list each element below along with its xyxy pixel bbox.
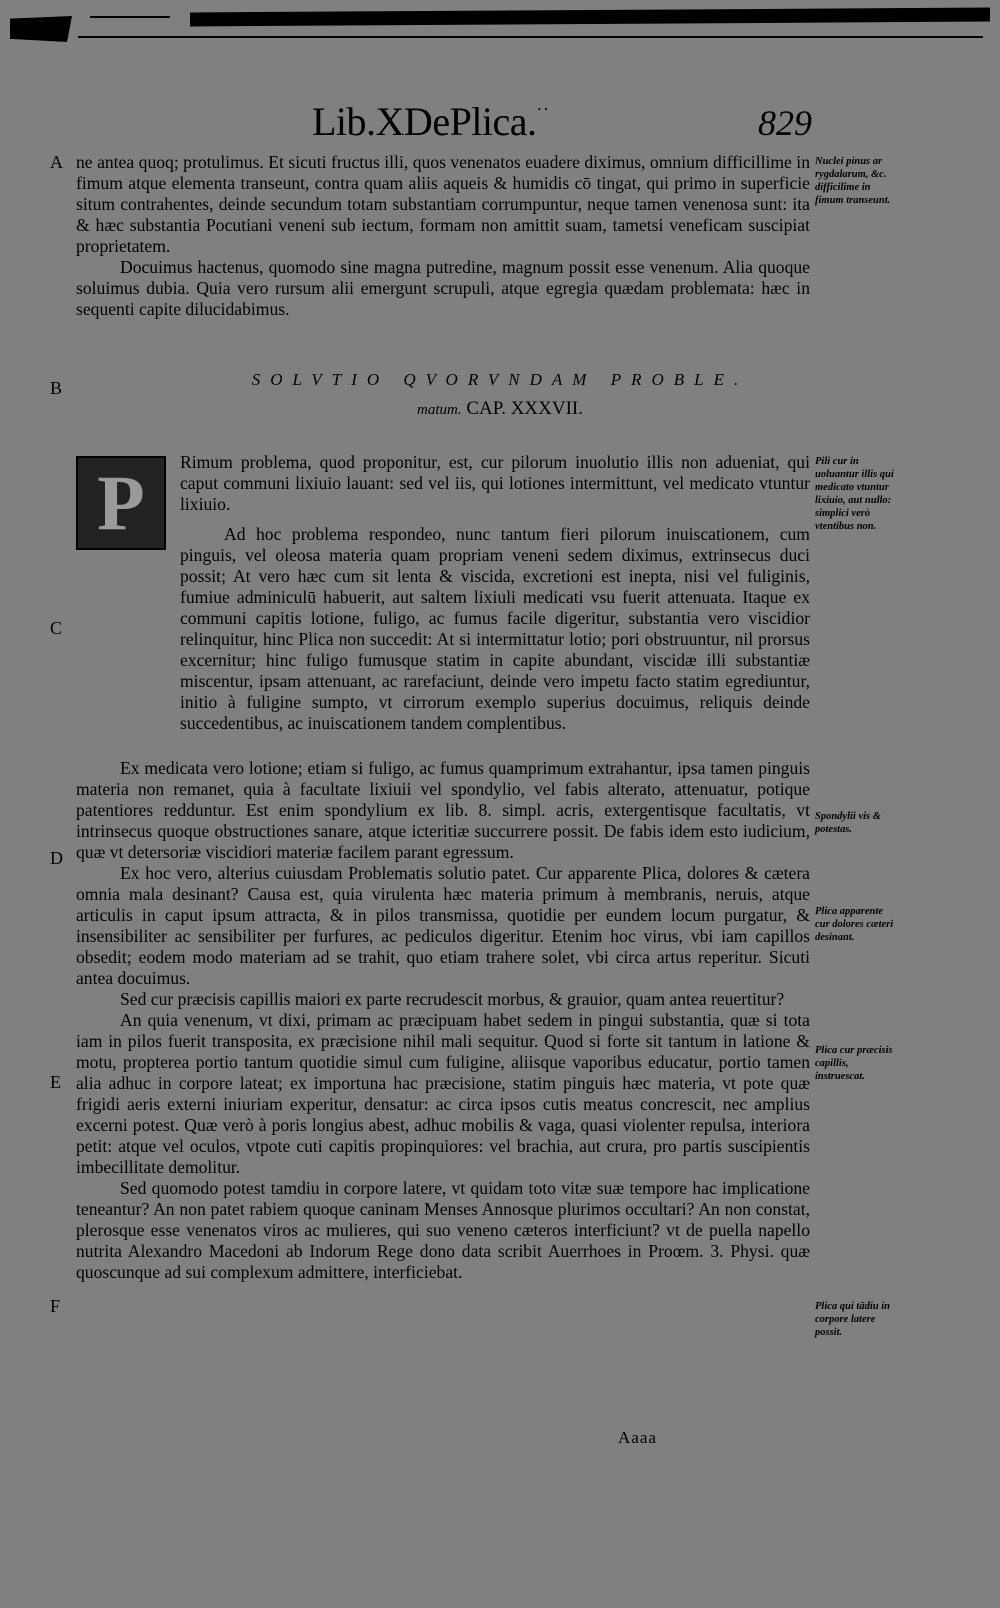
paragraph: Rimum problema, quod proponitur, est, cur pilorum inuolutio illis non adueniat, qui caput communi lixiuio lauant: sed vel iis, qui lotiones intermittunt, vel medicato vtuntur lixiuio. (180, 452, 810, 514)
chapter-label: CAP. XXXVII. (466, 398, 583, 419)
sidenote: Plica qui tādiu in corpore latere possit. (815, 1301, 890, 1338)
paragraph: Sed cur præcisis capillis maiori ex parte recrudescit morbus, & grauior, quam antea reuertitur? (120, 989, 785, 1009)
sidenote: Spondylii vis & potestas. (815, 811, 881, 835)
margin-letter-f: F (50, 1296, 61, 1316)
dropcap-letter: P (97, 459, 145, 546)
running-head (0, 98, 1000, 148)
binding-shadow (190, 8, 990, 27)
scan-artifact (10, 16, 72, 42)
page-number: 829 (758, 103, 812, 143)
decorated-initial (76, 456, 166, 550)
sidenote: Nuclei pinus ar rygdalarum, &c. difficilime in fimum transeunt. (815, 156, 891, 206)
page-title: Lib.XDePlica. (312, 99, 537, 144)
paragraph: Docuimus hactenus, quomodo sine magna putredine, magnum possit esse venenum. Alia quoque soluimus dubia. Quia vero rursum alii emergunt scrupuli, atque egregia quædam problemata: hæc in sequenti capite dilucidabimus. (76, 257, 810, 319)
header-rule (78, 36, 983, 38)
paragraph: Ex medicata vero lotione; etiam si fuligo, ac fumus quamprimum extrahantur, ipsa tamen pinguis materia non remanet, quia à facultate lixiuii vel spondylio, vel fabis alterato, attenuatur, potique patentiores redduntur. Est enim spondylium ex lib. 8. simpl. acris, extergentisque facultatis, vt intrinsecus quoque obstructiones sanare, atque icteritiæ succurrere possit. De fabis idem esto iudicium, quæ vt detersoriæ viscidiori materiæ facilem parant egressum. (76, 758, 810, 862)
margin-letter-b: B (50, 378, 63, 398)
chapter-title: SOLVTIO QVORVNDAM PROBLE. (251, 370, 749, 389)
paragraph: Sed quomodo potest tamdiu in corpore latere, vt quidam toto vitæ suæ tempore hac implicatione teneantur? An non patet rabiem quoque caninam Menses Annosque plurimos occultari? An non constat, plerosque esse venenatos viros ac mulieres, qui suo veneno cæteros interficiunt? vt de puella napello nutrita Alexandro Macedoni ab Indorum Rege dono data scribit Auerrhoes in Proœm. 3. Physi. quæ quoscunque ad sui complexum admittere, interficiebat. (76, 1178, 810, 1282)
paragraph: Ad hoc problema respondeo, nunc tantum fieri pilorum inuiscationem, cum pinguis, vel oleosa materia quam propriam veneni sedem diximus, extrinsecus duci possit; At vero hæc cum sit lenta & viscida, excretioni est inepta, nisi vel fuliginis, fumiue adminiculū habuerit, aut saltem lixiuli medicati vsu fuerit attenuata. Itaque ex communi capitis lotione, fuligo, ac fumus facile digeritur, substantia vero viscidior relinquitur, hinc Plica non succedit: At si intermittatur lotio; pori obstruuntur, nil prorsus excernitur; hinc fuligo fumusque statim in capite abundant, viscidæ illi substantiæ miscentur, ipsam attenuant, ac rarefaciunt, deinde vero impetu facto statim egrediuntur, initio à fuligine sumpto, vt cirrorum exemplo superius docuimus, reliquis deinde succedentibus, ac inuiscationem tandem complentibus. (180, 524, 810, 733)
text-block-2 (180, 452, 810, 515)
margin-letter-c: C (50, 618, 63, 638)
paragraph: ne antea quoq; protulimus. Et sicuti fructus illi, quos venenatos euadere diximus, omnium difficillime in fimum atque elementa transeunt, contra quam aliis aqueis & humidis cō tingat, qui primo in superficie situm contrahentes, deinde secundum totam substantiam corrumpuntur, neque tamen venenosa sunt: ita & hæc substantia Pocutiani veneni sub iectum, formam non amittit suam, tametsi veneficam suscipiat proprietatem. (76, 152, 810, 256)
sidenote: Plica cur præcisis capillis, instruescat. (815, 1045, 893, 1082)
scan-artifact-rule (90, 16, 170, 18)
margin-letter-e: E (50, 1072, 61, 1092)
chapter-number (0, 398, 1000, 420)
text-block-1 (76, 152, 810, 320)
text-block-4 (76, 758, 810, 1283)
sidenote: Pili cur in uoluantur illis qui medicato vtuntur lixiuio, aut nullo: simplici verò vtentibus non. (815, 456, 894, 532)
sidenote: Plica apparente cur dolores cæteri desinant. (815, 906, 894, 943)
chapter-sub-italic: matum. (417, 402, 462, 418)
paragraph: An quia venenum, vt dixi, primam ac præcipuam habet sedem in pingui substantia, quæ si tota iam in pilos fuerit transposita, ex præcisione nihil mali sequitur. Quod si forte sit tantum in latione & motu, propterea portio tantum quotidie simul cum fuligine, aliisque vaporibus educatur, portio tamen alia adhuc in corpore lateat; ex importuna hac præcisione, statim pinguis hæc materia, vt pote quæ frigidi aeris externi iniuriam experitur, densatur: ac circa ipsos cutis meatus concrescit, nec amplius excerni potest. Quæ verò à poris longius abest, adhuc mobilis & vaga, quasi violenter repulsa, interiora petit: atque vel oculos, vtpote cuti capitis propinquiores: vel brachia, aut crura, pro partis suscipientis imbecillitate demolitur. (76, 1010, 810, 1177)
paragraph: Ex hoc vero, alterius cuiusdam Problematis solutio patet. Cur apparente Plica, dolores & cætera omnia mala desinant? Causa est, quia virulenta hæc materia primum à membranis, neruis, atque articulis in caput ipsum attracta, & in pilos transmissa, quotidie per eundem locum purgatur, & insensibiliter ac sensibiliter per furfures, ac pediculos digeritur. Etenim hoc virus, vbi iam capillos obsedit; eodem modo materiam ad se trahit, quo etiam trahere solet, vbi circa artus reperitur. Sicuti antea docuimus. (76, 863, 810, 988)
dot-mark: ˙˙ (536, 104, 550, 126)
signature-mark: Aaaa (618, 1428, 657, 1447)
margin-letter-a: A (50, 152, 63, 172)
margin-letter-d: D (50, 848, 63, 868)
text-block-3 (180, 524, 810, 734)
